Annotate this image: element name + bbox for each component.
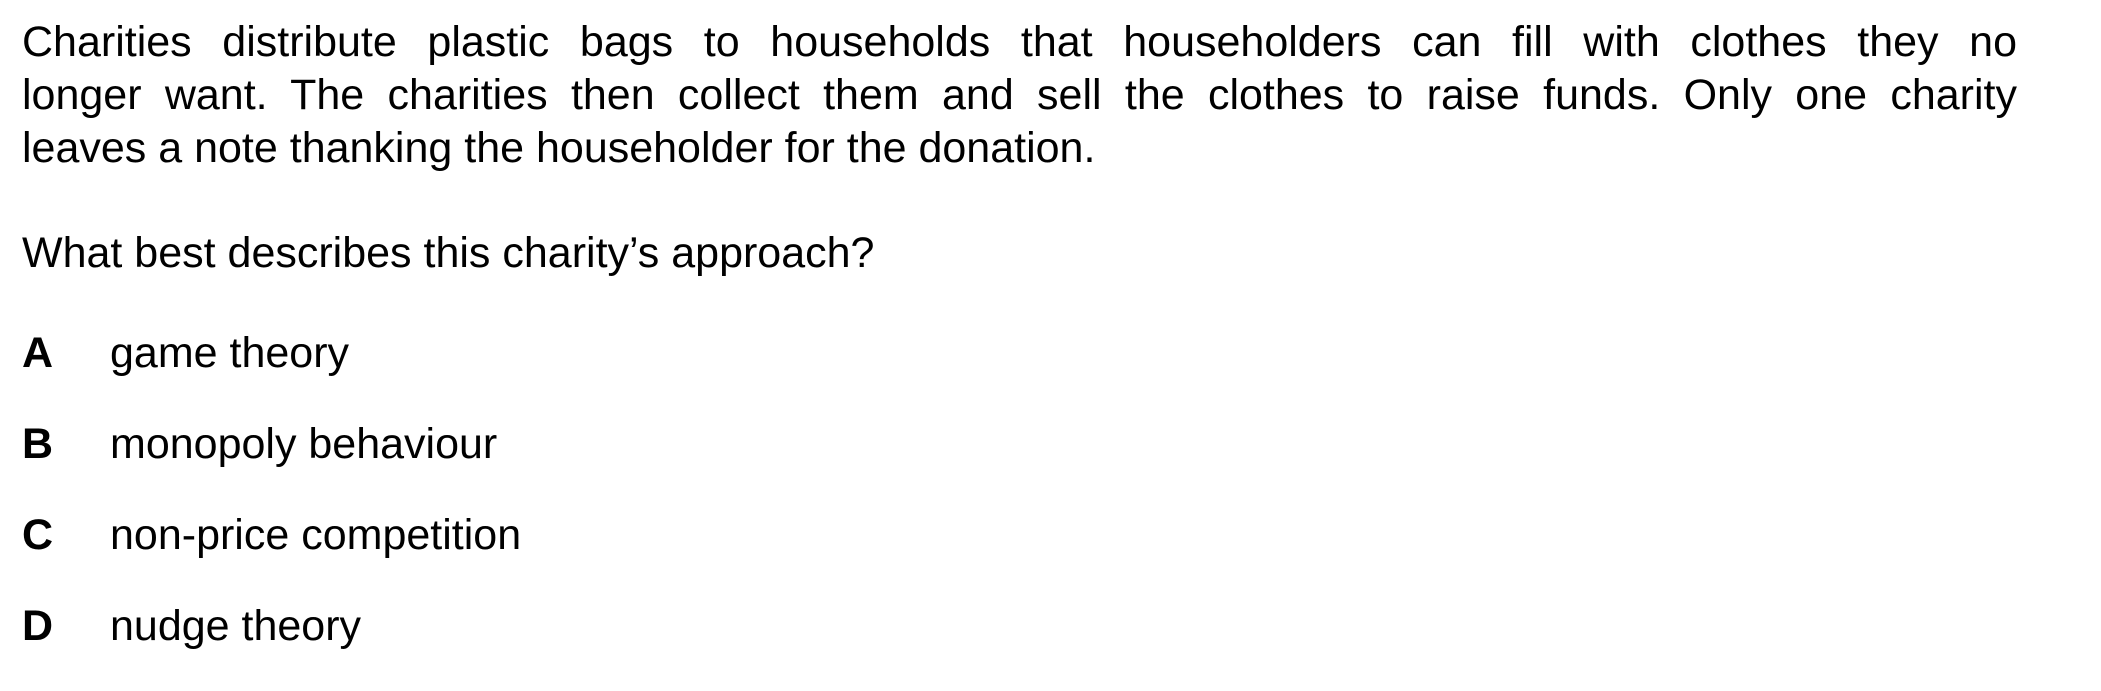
option-letter: A [22, 329, 54, 377]
option-text: monopoly behaviour [110, 420, 498, 468]
option-letter: C [22, 511, 54, 559]
question-stem [22, 16, 2017, 175]
question-prompt: What best describes this charity’s approach? [22, 229, 875, 277]
option-text: game theory [110, 329, 350, 377]
option-letter: D [22, 602, 54, 650]
option-text: nudge theory [110, 602, 362, 650]
stem-line-2: longer want. The charities then collect them and sell the clothes to raise funds. Only one charity [22, 71, 2017, 119]
option-letter: B [22, 420, 54, 468]
option-text: non-price competition [110, 511, 522, 559]
stem-line-1: Charities distribute plastic bags to households that householders can fill with clothes they no [22, 18, 2017, 66]
stem-line-3: leaves a note thanking the householder for the donation. [22, 124, 1096, 172]
